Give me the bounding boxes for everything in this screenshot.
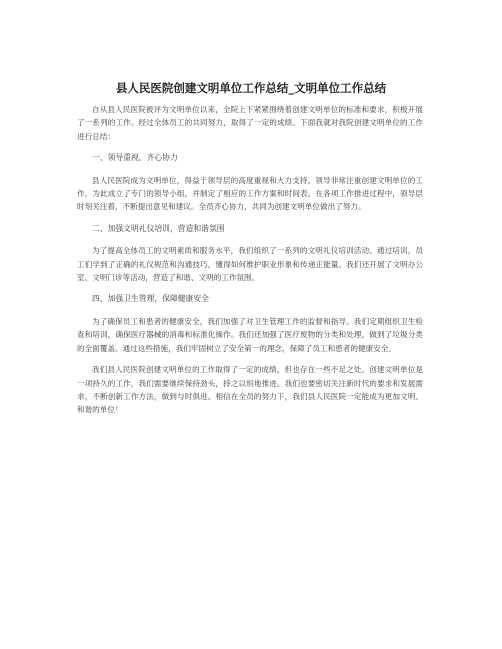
intro-paragraph: 自从县人民医院被评为文明单位以来，全院上下紧紧围绕着创建文明单位的标准和要求，积极开展了一系列的工作。经过全体员工的共同努力，取得了一定的成绩。下面我就对我院创建文明单位的工作进行总结： xyxy=(77,105,423,141)
section-body-1: 县人民医院成为文明单位，得益于领导层的高度重视和大力支持。领导非常注重创建文明单位的工作，为此成立了专门的领导小组，并制定了相应的工作方案和时间表。在各项工作推进过程中，领导层时刻关注着，不断提出意见和建议。全员齐心协力，共同为创建文明单位做出了努力。 xyxy=(77,175,423,212)
document-body xyxy=(77,103,423,425)
section-heading-4: 四、加强卫生管理，保障健康安全 xyxy=(92,294,209,304)
conclusion-paragraph: 我们县人民医院创建文明单位的工作取得了一定的成绩，但也存在一些不足之处。创建文明单位是一项持久的工作，我们需要继续保持劲头，持之以恒地推进。我们也要密切关注新时代的要求和发展需求，不断创新工作方法，做到与时俱进。相信在全员的努力下，我们县人民医院一定能成为更加文明、和谐的单位！ xyxy=(77,365,423,415)
section-body-4: 为了确保员工和患者的健康安全，我们加强了对卫生管理工作的监督和指导。我们定期组织卫生检查和培训，确保医疗器械的消毒和标准化操作。我们还加强了医疗废物的分类和处理，做到了垃圾分类的全面覆盖。通过这些措施，我们牢固树立了安全第一的理念，保障了员工和患者的健康安全。 xyxy=(77,316,423,353)
document-title: 县人民医院创建文明单位工作总结_文明单位工作总结 xyxy=(115,81,387,95)
section-heading-2: 二、加强文明礼仪培训，营造和谐氛围 xyxy=(92,223,225,233)
section-heading-1: 一、领导重视，齐心协力 xyxy=(92,153,178,163)
section-body-2: 为了提高全体员工的文明素质和服务水平，我们组织了一系列的文明礼仪培训活动。通过培训，员工们学到了正确的礼仪规范和沟通技巧，懂得如何维护职业形象和传递正能量。我们还开展了文明办公室、文明门诊等活动，营造了和谐、文明的工作氛围。 xyxy=(77,246,423,283)
